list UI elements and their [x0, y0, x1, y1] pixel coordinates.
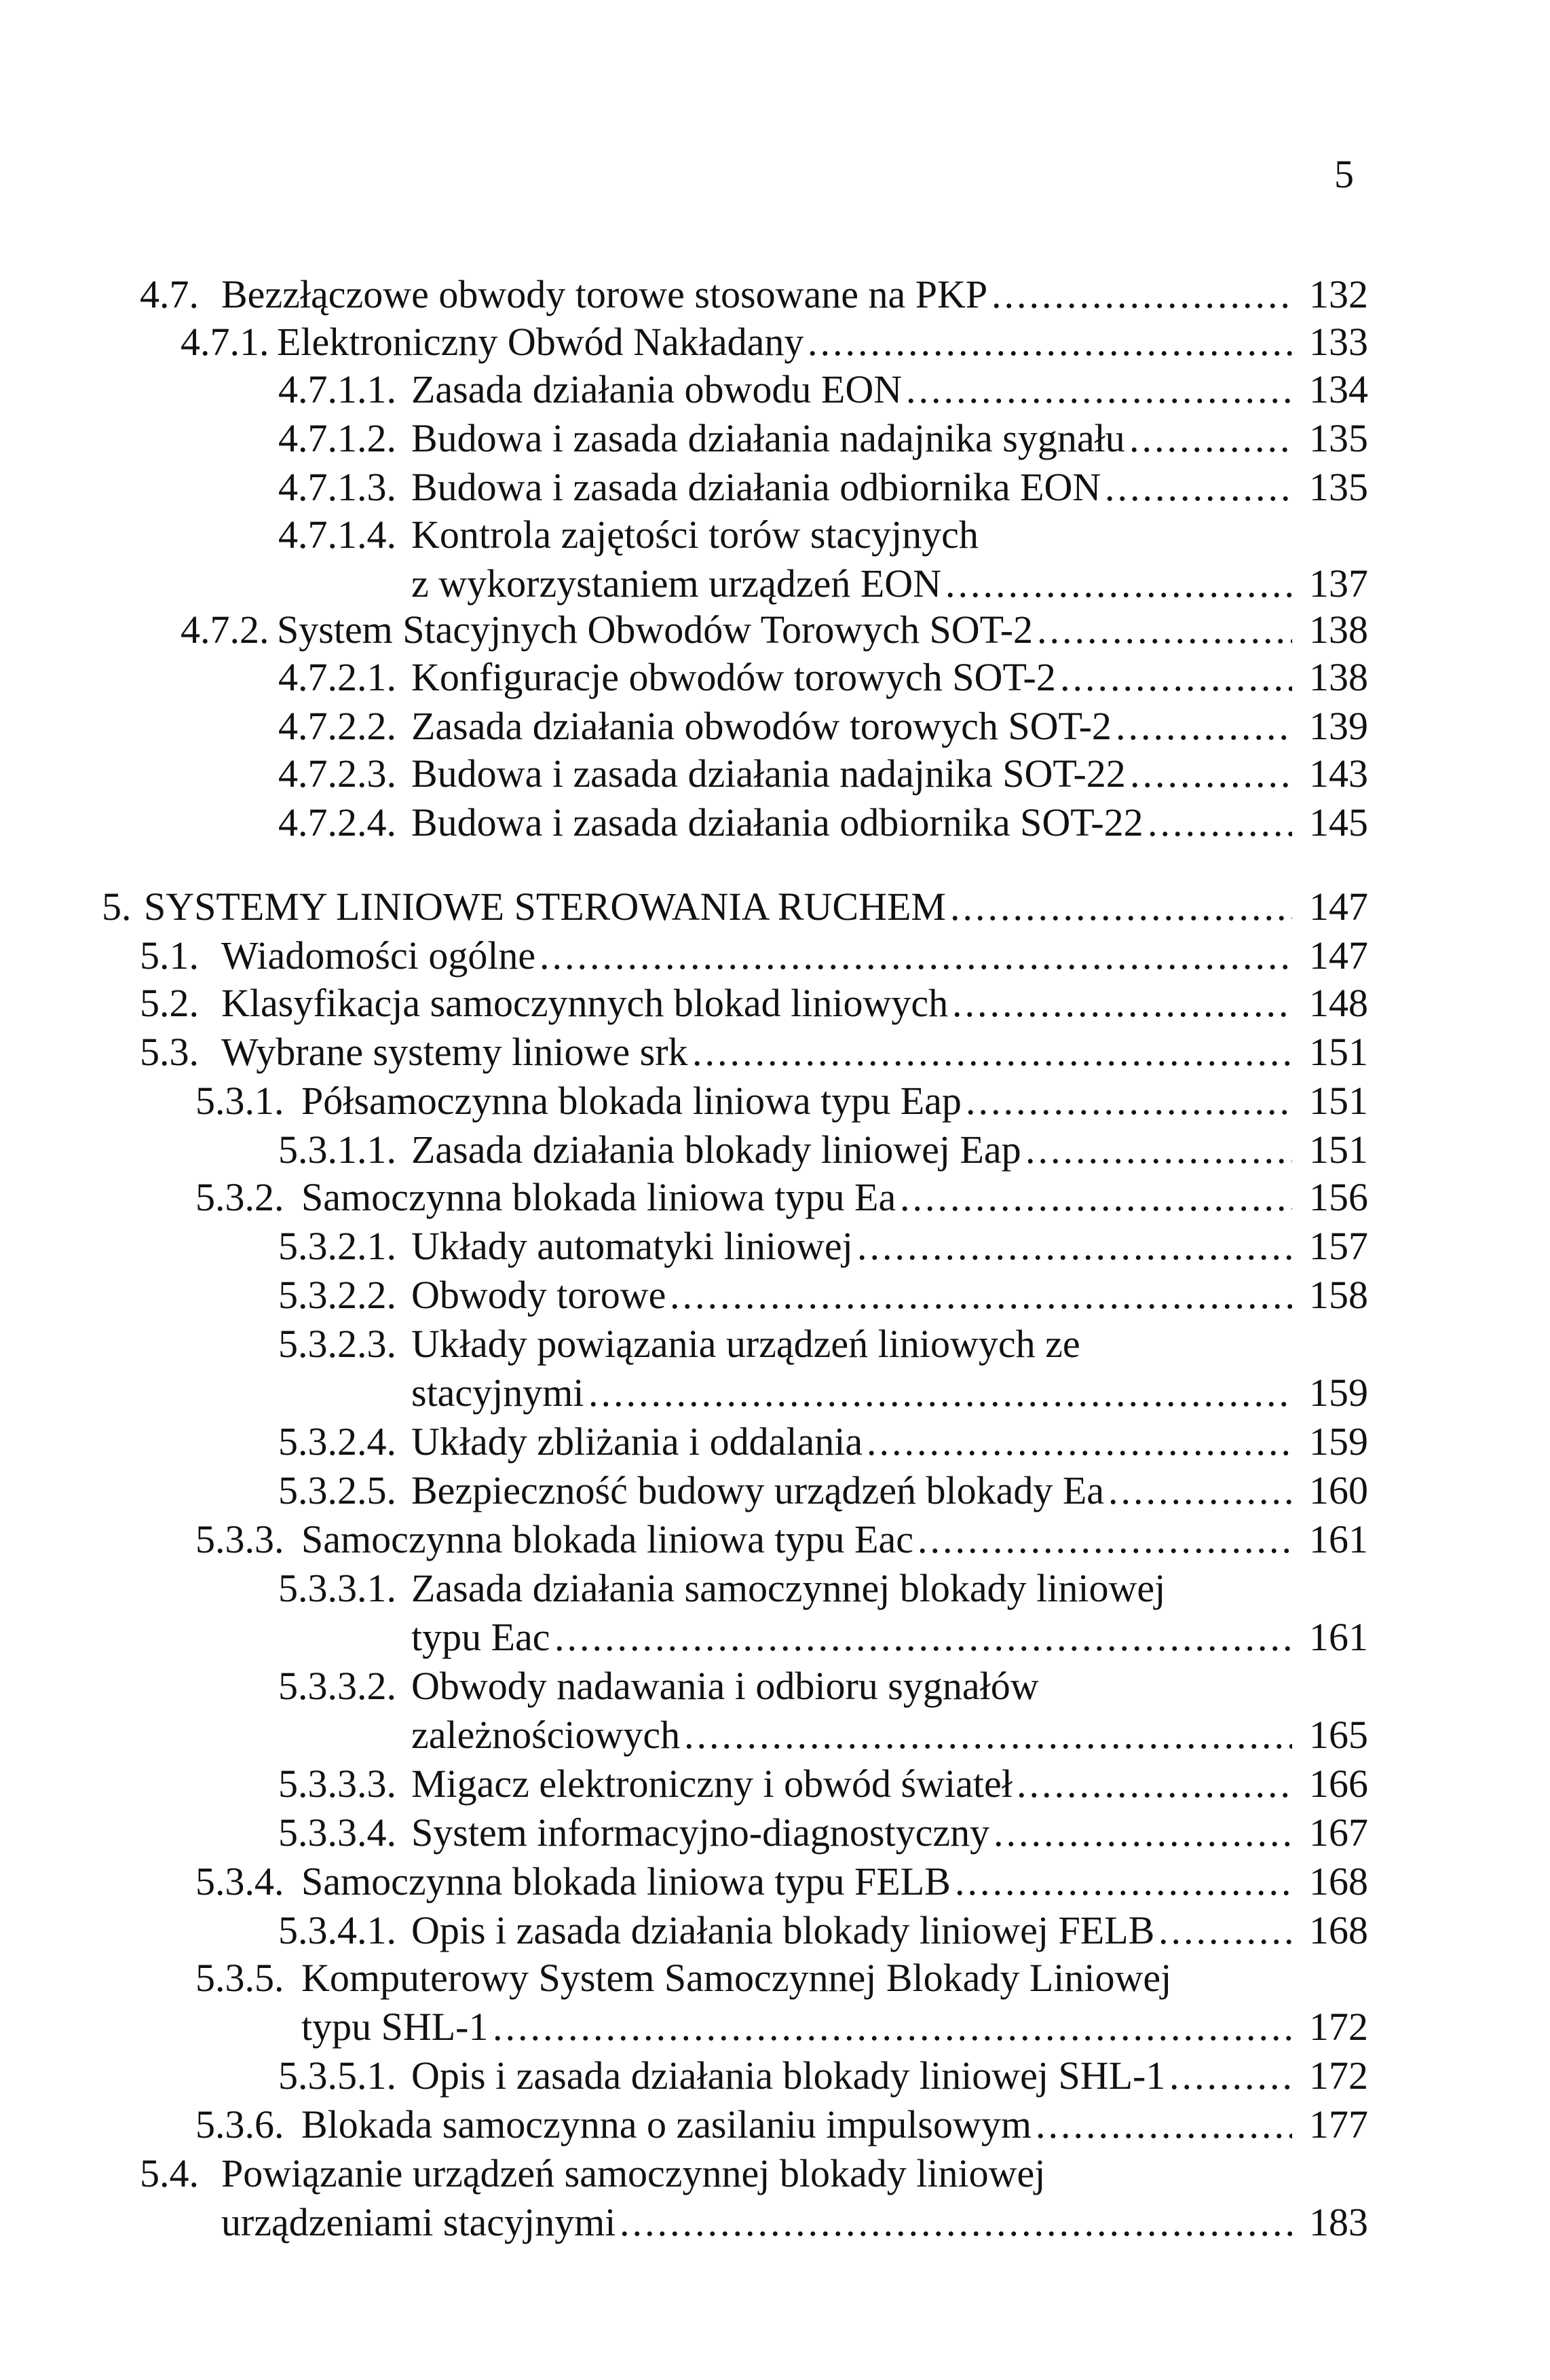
toc-entry	[0, 510, 1368, 608]
toc-leader-dots	[952, 979, 1292, 1028]
toc-entry-number: 4.7.1.1.	[278, 367, 396, 411]
page-number: 5	[1334, 152, 1354, 196]
toc-entry-title: System Stacyjnych Obwodów Torowych SOT-2	[277, 608, 1034, 652]
toc-entry-title: Budowa i zasada działania odbiornika SOT-22	[411, 800, 1143, 844]
toc-entry	[0, 798, 1368, 847]
toc-entry-title: Bezpieczność budowy urządzeń blokady Ea	[411, 1468, 1105, 1512]
toc-entry-page: 147	[1309, 885, 1368, 929]
toc-entry-title: Opis i zasada działania blokady liniowej SHL-1	[411, 2053, 1166, 2098]
toc-entry	[0, 606, 1368, 654]
toc-entry-page: 133	[1309, 320, 1368, 364]
toc-entry-page: 135	[1309, 416, 1368, 460]
toc-leader-dots	[1169, 2051, 1292, 2100]
toc-entry	[0, 1077, 1368, 1126]
toc-leader-dots	[857, 1222, 1292, 1271]
toc-entry-title-continued: typu SHL-1	[301, 2005, 489, 2049]
toc-entry	[0, 1515, 1368, 1564]
toc-leader-dots	[918, 1515, 1292, 1564]
toc-entry-title: Samoczynna blokada liniowa typu Eac	[301, 1517, 913, 1561]
toc-entry-title: Klasyfikacja samoczynnych blokad liniowych	[221, 981, 949, 1025]
toc-entry-page: 172	[1309, 2005, 1368, 2049]
toc-entry	[0, 882, 1368, 931]
toc-entry-page: 137	[1309, 561, 1368, 606]
toc-leader-dots	[1025, 1126, 1292, 1174]
toc-entry-title: Zasada działania blokady liniowej Eap	[411, 1128, 1021, 1172]
toc-entry-title: Komputerowy System Samoczynnej Blokady Liniowej	[301, 1956, 1172, 2000]
toc-entry	[0, 1760, 1368, 1808]
toc-leader-dots	[692, 1028, 1292, 1077]
toc-entry-title: Półsamoczynna blokada liniowa typu Eap	[301, 1079, 962, 1123]
toc-entry-number: 4.7.2.	[181, 608, 269, 652]
toc-entry-title: Bezzłączowe obwody torowe stosowane na PKP	[221, 272, 988, 316]
toc-entry	[0, 1222, 1368, 1271]
toc-entry-title: Obwody torowe	[411, 1273, 666, 1317]
toc-entry-page: 161	[1309, 1517, 1368, 1561]
toc-leader-dots	[1148, 798, 1292, 847]
toc-entry-number: 5.2.	[140, 981, 199, 1025]
toc-entry-title: Zasada działania obwodów torowych SOT-2	[411, 704, 1112, 748]
toc-entry-number: 4.7.1.3.	[278, 465, 396, 509]
toc-entry-page: 151	[1309, 1030, 1368, 1074]
toc-entry-page: 139	[1309, 704, 1368, 748]
toc-entry-number: 5.3.2.5.	[278, 1468, 396, 1512]
toc-entry	[0, 1320, 1368, 1417]
toc-entry-title: Wiadomości ogólne	[221, 933, 536, 978]
toc-leader-dots	[1036, 2100, 1292, 2149]
toc-entry-title-continued: stacyjnymi	[411, 1371, 584, 1415]
toc-entry-number: 4.7.2.1.	[278, 655, 396, 699]
toc-entry-number: 4.7.1.4.	[278, 513, 396, 557]
toc-entry	[0, 1954, 1368, 2051]
toc-entry-title: Wybrane systemy liniowe srk	[221, 1030, 688, 1074]
toc-leader-dots	[1037, 606, 1292, 654]
toc-entry-title: Budowa i zasada działania nadajnika sygnału	[411, 416, 1125, 460]
toc-leader-dots	[1130, 749, 1292, 798]
toc-entry-page: 168	[1309, 1908, 1368, 1952]
toc-entry	[0, 749, 1368, 798]
toc-entry-page: 138	[1309, 608, 1368, 652]
toc-entry	[0, 1857, 1368, 1906]
toc-entry-title: Zasada działania obwodu EON	[411, 367, 903, 411]
toc-entry-page: 177	[1309, 2102, 1368, 2146]
toc-entry-page: 168	[1309, 1859, 1368, 1903]
toc-leader-dots	[966, 1077, 1292, 1126]
toc-entry-title: System informacyjno-diagnostyczny	[411, 1810, 990, 1855]
toc-entry-number: 4.7.2.4.	[278, 800, 396, 844]
toc-entry-page: 156	[1309, 1175, 1368, 1219]
toc-entry-number: 5.3.2.2.	[278, 1273, 396, 1317]
toc-entry-page: 158	[1309, 1273, 1368, 1317]
toc-entry	[0, 653, 1368, 702]
toc-entry-page: 151	[1309, 1079, 1368, 1123]
toc-entry-number: 5.3.6.	[195, 2102, 284, 2146]
toc-entry-title-continued: z wykorzystaniem urządzeń EON	[411, 561, 942, 606]
toc-entry-title: Budowa i zasada działania odbiornika EON	[411, 465, 1101, 509]
toc-leader-dots	[670, 1271, 1292, 1320]
toc-entry-number: 5.3.4.	[195, 1859, 284, 1903]
toc-leader-dots	[955, 1857, 1292, 1906]
toc-entry-number: 5.3.2.	[195, 1175, 284, 1219]
toc-entry-title-continued: typu Eac	[411, 1615, 550, 1659]
toc-entry-title-continued: urządzeniami stacyjnymi	[221, 2200, 616, 2244]
toc-entry	[0, 1173, 1368, 1222]
toc-entry-title: Układy powiązania urządzeń liniowych ze	[411, 1322, 1080, 1366]
toc-entry-number: 5.4.	[140, 2151, 199, 2195]
toc-leader-dots	[1108, 1466, 1292, 1515]
toc-entry-page: 159	[1309, 1419, 1368, 1464]
toc-entry-number: 5.3.2.3.	[278, 1322, 396, 1366]
toc-entry-number: 5.	[102, 885, 132, 929]
toc-entry	[0, 979, 1368, 1028]
toc-entry	[0, 1417, 1368, 1466]
toc-entry-title: Samoczynna blokada liniowa typu FELB	[301, 1859, 951, 1903]
toc-entry	[0, 2051, 1368, 2100]
toc-entry-page: 134	[1309, 367, 1368, 411]
toc-entry-page: 151	[1309, 1128, 1368, 1172]
toc-entry-page: 148	[1309, 981, 1368, 1025]
toc-entry-title: Powiązanie urządzeń samoczynnej blokady liniowej	[221, 2151, 1046, 2195]
toc-entry-number: 5.3.2.1.	[278, 1224, 396, 1268]
toc-entry-page: 138	[1309, 655, 1368, 699]
toc-entry-number: 5.3.2.4.	[278, 1419, 396, 1464]
toc-entry-title-continued: zależnościowych	[411, 1713, 681, 1757]
toc-entry-page: 167	[1309, 1810, 1368, 1855]
toc-entry-page: 161	[1309, 1615, 1368, 1659]
toc-entry-number: 4.7.	[140, 272, 199, 316]
toc-entry-number: 5.3.3.4.	[278, 1810, 396, 1855]
toc-leader-dots	[994, 1808, 1292, 1857]
toc-entry-title: Kontrola zajętości torów stacyjnych	[411, 513, 979, 557]
toc-entry	[0, 1028, 1368, 1077]
toc-leader-dots	[1158, 1906, 1292, 1955]
toc-entry-page: 160	[1309, 1468, 1368, 1512]
toc-entry	[0, 414, 1368, 463]
toc-entry-title: Układy automatyki liniowej	[411, 1224, 853, 1268]
toc-entry-number: 5.3.4.1.	[278, 1908, 396, 1952]
toc-entry	[0, 1808, 1368, 1857]
toc-leader-dots	[620, 2198, 1292, 2247]
toc-entry-number: 5.1.	[140, 933, 199, 978]
toc-entry-number: 4.7.2.2.	[278, 704, 396, 748]
toc-entry-number: 5.3.5.1.	[278, 2053, 396, 2098]
toc-entry	[0, 1906, 1368, 1955]
toc-entry	[0, 702, 1368, 751]
toc-entry-page: 145	[1309, 800, 1368, 844]
toc-entry-number: 5.3.1.1.	[278, 1128, 396, 1172]
toc-leader-dots	[1060, 653, 1292, 702]
toc-entry-page: 135	[1309, 465, 1368, 509]
toc-entry-number: 5.3.3.1.	[278, 1566, 396, 1610]
toc-entry-number: 5.3.3.2.	[278, 1664, 396, 1708]
toc-entry-title: SYSTEMY LINIOWE STEROWANIA RUCHEM	[144, 885, 946, 929]
toc-entry-page: 157	[1309, 1224, 1368, 1268]
toc-entry-number: 5.3.3.	[195, 1517, 284, 1561]
toc-entry	[0, 1466, 1368, 1515]
toc-entry-page: 166	[1309, 1762, 1368, 1806]
toc-entry	[0, 270, 1368, 319]
toc-entry-title: Budowa i zasada działania nadajnika SOT-22	[411, 751, 1126, 796]
toc-entry	[0, 2100, 1368, 2149]
toc-entry-page: 147	[1309, 933, 1368, 978]
toc-entry	[0, 1564, 1368, 1662]
toc-entry-page: 165	[1309, 1713, 1368, 1757]
toc-leader-dots	[867, 1417, 1292, 1466]
toc-entry	[0, 2149, 1368, 2247]
toc-entry-page: 183	[1309, 2200, 1368, 2244]
toc-entry-title: Obwody nadawania i odbioru sygnałów	[411, 1664, 1039, 1708]
toc-entry-title: Samoczynna blokada liniowa typu Ea	[301, 1175, 896, 1219]
toc-entry	[0, 1271, 1368, 1320]
toc-leader-dots	[906, 365, 1292, 414]
toc-leader-dots	[1105, 463, 1292, 512]
toc-entry-title: Migacz elektroniczny i obwód świateł	[411, 1762, 1013, 1806]
toc-entry-number: 4.7.1.	[181, 320, 269, 364]
toc-entry-title: Blokada samoczynna o zasilaniu impulsowym	[301, 2102, 1032, 2146]
toc-entry-number: 5.3.3.3.	[278, 1762, 396, 1806]
toc-leader-dots	[540, 931, 1292, 980]
toc-leader-dots	[945, 559, 1292, 608]
toc-entry	[0, 931, 1368, 980]
toc-leader-dots	[950, 882, 1292, 931]
toc-entry-page: 172	[1309, 2053, 1368, 2098]
toc-entry-title: Zasada działania samoczynnej blokady liniowej	[411, 1566, 1166, 1610]
toc-entry-number: 5.3.1.	[195, 1079, 284, 1123]
toc-leader-dots	[1116, 702, 1292, 751]
toc-entry-page: 132	[1309, 272, 1368, 316]
toc-entry-number: 5.3.	[140, 1030, 199, 1074]
toc-entry-title: Konfiguracje obwodów torowych SOT-2	[411, 655, 1056, 699]
toc-leader-dots	[808, 318, 1292, 367]
toc-entry	[0, 1126, 1368, 1174]
toc-entry-title: Układy zbliżania i oddalania	[411, 1419, 863, 1464]
toc-entry-number: 5.3.5.	[195, 1956, 284, 2000]
toc-entry-number: 4.7.2.3.	[278, 751, 396, 796]
toc-leader-dots	[554, 1613, 1292, 1662]
toc-entry-page: 159	[1309, 1371, 1368, 1415]
toc-entry-title: Elektroniczny Obwód Nakładany	[277, 320, 804, 364]
toc-leader-dots	[493, 2003, 1292, 2051]
toc-entry	[0, 1662, 1368, 1760]
toc-leader-dots	[991, 270, 1292, 319]
toc-entry	[0, 365, 1368, 414]
toc-leader-dots	[588, 1369, 1292, 1417]
toc-entry-page: 143	[1309, 751, 1368, 796]
toc-leader-dots	[684, 1711, 1292, 1760]
toc-entry-number: 4.7.1.2.	[278, 416, 396, 460]
toc-leader-dots	[1017, 1760, 1292, 1808]
toc-entry	[0, 463, 1368, 512]
toc-entry-title: Opis i zasada działania blokady liniowej FELB	[411, 1908, 1155, 1952]
toc-entry	[0, 318, 1368, 367]
toc-leader-dots	[900, 1173, 1292, 1222]
toc-leader-dots	[1129, 414, 1292, 463]
